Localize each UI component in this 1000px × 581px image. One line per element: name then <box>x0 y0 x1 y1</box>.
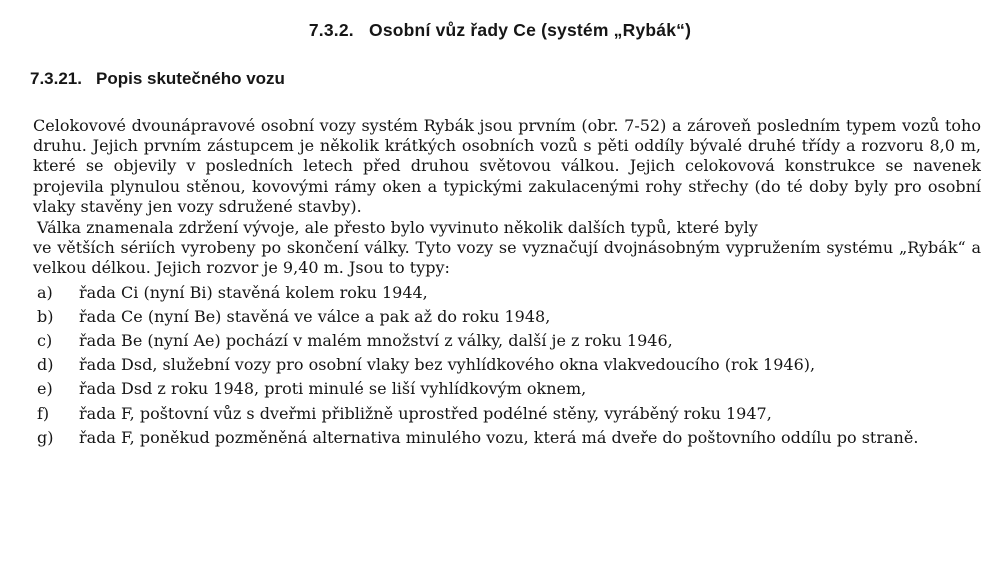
section-number: 7.3.2. <box>308 20 354 40</box>
list-item-text: řada Ce (nyní Be) stavěná ve válce a pak až do roku 1948, <box>79 306 551 326</box>
list-item-text: řada Dsd, služební vozy pro osobní vlaky bez vyhlídkového okna vlakvedoucího (rok 1946), <box>79 355 816 375</box>
type-list <box>33 283 981 448</box>
list-item-label: e) <box>37 379 53 399</box>
list-item <box>33 404 981 424</box>
list-item-label: g) <box>37 427 54 447</box>
paragraph-war <box>33 218 981 279</box>
subsection-title: Popis skutečného vozu <box>96 69 285 88</box>
list-item-text: řada F, poněkud pozměněná alternativa minulého vozu, která má dveře do poštovního oddílu po straně. <box>79 427 919 447</box>
list-item-label: f) <box>37 403 50 423</box>
list-item <box>33 428 981 448</box>
list-item <box>33 331 981 351</box>
body-text <box>33 116 981 448</box>
list-item-label: a) <box>37 282 53 302</box>
list-item <box>33 283 981 303</box>
section-title: Osobní vůz řady Ce (systém „Rybák“) <box>369 20 692 40</box>
list-item-label: d) <box>37 355 54 375</box>
subsection-number: 7.3.21. <box>30 69 82 88</box>
list-item-text: řada Be (nyní Ae) pochází v malém množství z války, další je z roku 1946, <box>79 331 673 351</box>
list-item <box>33 307 981 327</box>
list-item <box>33 379 981 399</box>
subsection-heading <box>30 69 285 89</box>
paragraph-war-rest: ve větších sériích vyrobeny po skončení války. Tyto vozy se vyznačují dvojnásobným vypružením systému „Rybák“ a velkou délkou. Jejich rozvor je 9,40 m. Jsou to typy: <box>33 238 981 278</box>
list-item <box>33 355 981 375</box>
list-item-text: řada Dsd z roku 1948, proti minulé se liší vyhlídkovým oknem, <box>79 379 587 399</box>
list-item-text: řada Ci (nyní Bi) stavěná kolem roku 1944, <box>79 282 428 302</box>
list-item-label: b) <box>37 306 54 326</box>
section-heading <box>0 20 1000 41</box>
list-item-label: c) <box>37 331 53 351</box>
list-item-text: řada F, poštovní vůz s dveřmi přibližně uprostřed podélné stěny, vyráběný roku 1947, <box>79 403 772 423</box>
paragraph-war-first-line: Válka znamenala zdržení vývoje, ale přesto bylo vyvinuto několik dalších typů, které byly <box>37 218 758 238</box>
paragraph-intro: Celokovové dvounápravové osobní vozy systém Rybák jsou prvním (obr. 7-52) a zároveň posledním typem vozů toho druhu. Jejich prvním zástupcem je několik krátkých osobních vozů s pěti oddíly bývalé druhé třídy a rozvoru 8,0 m, které se objevily v posledních letech před druhou světovou válkou. Jejich celokovová konstrukce se navenek projevila plynulou stěnou, kovovými rámy oken a typickými zakulacenými rohy střechy (do té doby byly pro osobní vlaky stavěny jen vozy sdružené stavby). <box>33 116 981 216</box>
